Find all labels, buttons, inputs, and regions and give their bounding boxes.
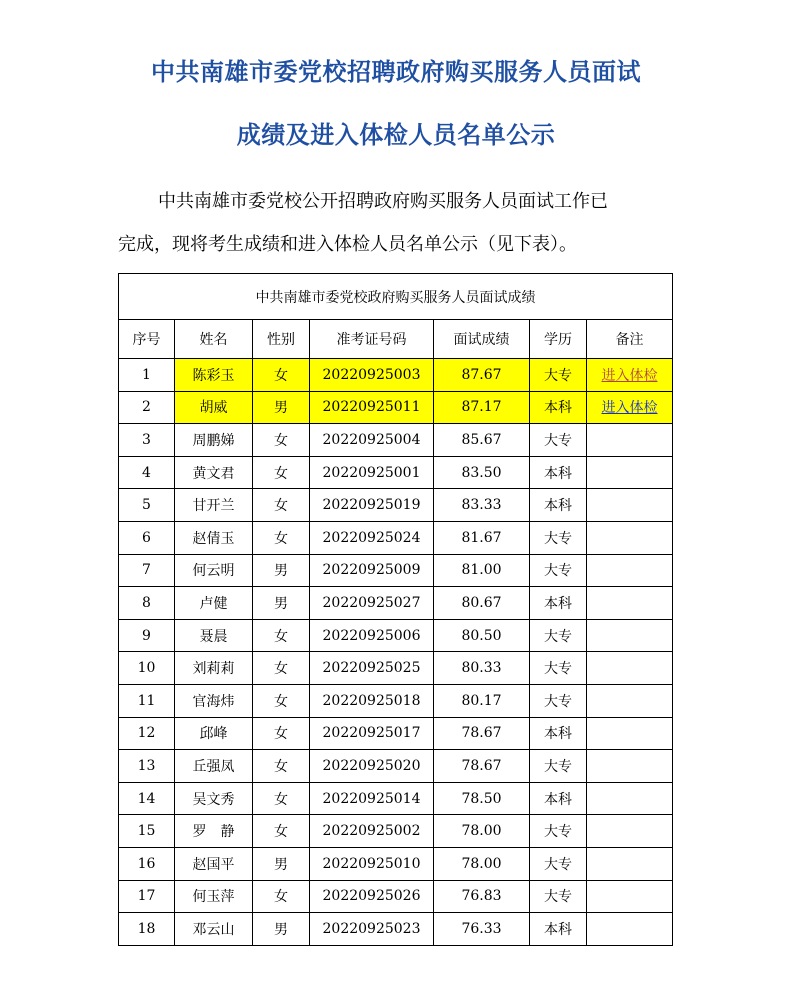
table-row	[119, 554, 673, 587]
row-ticket: 20220925001	[310, 456, 434, 489]
row-name: 官海炜	[175, 684, 253, 717]
row-no: 8	[119, 587, 175, 620]
row-name: 丘强凤	[175, 750, 253, 783]
table-row	[119, 782, 673, 815]
row-gender: 男	[253, 587, 310, 620]
row-gender: 女	[253, 424, 310, 457]
row-score: 81.67	[434, 521, 530, 554]
row-ticket: 20220925004	[310, 424, 434, 457]
header-note: 备注	[587, 320, 673, 359]
row-ticket: 20220925023	[310, 913, 434, 946]
row-ticket: 20220925027	[310, 587, 434, 620]
table-row	[119, 587, 673, 620]
row-note	[587, 913, 673, 946]
document-title-line-1: 中共南雄市委党校招聘政府购买服务人员面试	[151, 58, 641, 86]
row-education: 大专	[530, 359, 587, 392]
row-note	[587, 391, 673, 424]
row-name: 何玉萍	[175, 880, 253, 913]
header-gender: 性别	[253, 320, 310, 359]
row-ticket: 20220925003	[310, 359, 434, 392]
intro-line-2: 完成，现将考生成绩和进入体检人员名单公示（见下表）。	[118, 234, 577, 255]
row-no: 7	[119, 554, 175, 587]
row-education: 本科	[530, 391, 587, 424]
header-no: 序号	[119, 320, 175, 359]
row-gender: 女	[253, 880, 310, 913]
row-name: 邱峰	[175, 717, 253, 750]
header-name: 姓名	[175, 320, 253, 359]
row-name: 陈彩玉	[175, 359, 253, 392]
header-education: 学历	[530, 320, 587, 359]
row-score: 81.00	[434, 554, 530, 587]
intro-line-1: 中共南雄市委党校公开招聘政府购买服务人员面试工作已	[158, 191, 608, 212]
table-row	[119, 619, 673, 652]
table-row	[119, 684, 673, 717]
row-note	[587, 619, 673, 652]
table-row	[119, 750, 673, 783]
row-note	[587, 489, 673, 522]
row-ticket: 20220925020	[310, 750, 434, 783]
table-row	[119, 489, 673, 522]
row-no: 4	[119, 456, 175, 489]
row-no: 3	[119, 424, 175, 457]
row-ticket: 20220925014	[310, 782, 434, 815]
row-education: 大专	[530, 684, 587, 717]
row-score: 87.17	[434, 391, 530, 424]
row-score: 80.33	[434, 652, 530, 685]
row-education: 大专	[530, 619, 587, 652]
row-name: 聂晨	[175, 619, 253, 652]
row-education: 大专	[530, 521, 587, 554]
row-gender: 女	[253, 619, 310, 652]
row-no: 2	[119, 391, 175, 424]
row-score: 83.33	[434, 489, 530, 522]
table-row	[119, 913, 673, 946]
table-caption: 中共南雄市委党校政府购买服务人员面试成绩	[119, 274, 673, 320]
row-note	[587, 717, 673, 750]
row-gender: 女	[253, 750, 310, 783]
row-gender: 女	[253, 815, 310, 848]
row-no: 16	[119, 847, 175, 880]
row-note	[587, 359, 673, 392]
row-score: 85.67	[434, 424, 530, 457]
table-row	[119, 424, 673, 457]
row-score: 76.83	[434, 880, 530, 913]
table-row	[119, 521, 673, 554]
row-education: 大专	[530, 424, 587, 457]
row-gender: 女	[253, 717, 310, 750]
row-score: 78.00	[434, 847, 530, 880]
row-ticket: 20220925024	[310, 521, 434, 554]
document-title-line-2: 成绩及进入体检人员名单公示	[236, 121, 556, 149]
row-education: 大专	[530, 554, 587, 587]
row-score: 83.50	[434, 456, 530, 489]
row-note	[587, 554, 673, 587]
row-score: 80.17	[434, 684, 530, 717]
intro-paragraph	[118, 180, 674, 266]
header-ticket: 准考证号码	[310, 320, 434, 359]
row-name: 赵倩玉	[175, 521, 253, 554]
row-gender: 女	[253, 782, 310, 815]
row-name: 邓云山	[175, 913, 253, 946]
row-gender: 女	[253, 684, 310, 717]
row-ticket: 20220925011	[310, 391, 434, 424]
row-education: 大专	[530, 815, 587, 848]
row-note	[587, 456, 673, 489]
row-gender: 女	[253, 652, 310, 685]
row-no: 14	[119, 782, 175, 815]
row-note	[587, 652, 673, 685]
row-no: 6	[119, 521, 175, 554]
row-name: 胡威	[175, 391, 253, 424]
row-no: 13	[119, 750, 175, 783]
table-row	[119, 359, 673, 392]
row-no: 17	[119, 880, 175, 913]
table-row	[119, 391, 673, 424]
row-education: 大专	[530, 880, 587, 913]
row-gender: 男	[253, 391, 310, 424]
row-name: 刘莉莉	[175, 652, 253, 685]
row-ticket: 20220925019	[310, 489, 434, 522]
row-name: 吴文秀	[175, 782, 253, 815]
row-name: 黄文君	[175, 456, 253, 489]
row-note	[587, 815, 673, 848]
row-gender: 女	[253, 359, 310, 392]
row-education: 本科	[530, 717, 587, 750]
row-name: 甘开兰	[175, 489, 253, 522]
row-name: 卢健	[175, 587, 253, 620]
row-ticket: 20220925025	[310, 652, 434, 685]
table-row	[119, 880, 673, 913]
table-row	[119, 456, 673, 489]
row-score: 78.50	[434, 782, 530, 815]
row-ticket: 20220925009	[310, 554, 434, 587]
row-name: 周鹏娣	[175, 424, 253, 457]
note-link[interactable]: 进入体检	[601, 400, 658, 417]
row-note	[587, 750, 673, 783]
row-note	[587, 587, 673, 620]
row-name: 罗 静	[175, 815, 253, 848]
row-education: 大专	[530, 847, 587, 880]
row-note	[587, 782, 673, 815]
row-gender: 男	[253, 847, 310, 880]
row-education: 本科	[530, 782, 587, 815]
row-note	[587, 880, 673, 913]
row-education: 本科	[530, 456, 587, 489]
row-education: 大专	[530, 652, 587, 685]
row-ticket: 20220925017	[310, 717, 434, 750]
row-score: 80.50	[434, 619, 530, 652]
row-ticket: 20220925010	[310, 847, 434, 880]
note-link[interactable]: 进入体检	[601, 367, 658, 384]
row-score: 87.67	[434, 359, 530, 392]
scores-table	[118, 273, 673, 946]
row-education: 本科	[530, 913, 587, 946]
row-no: 11	[119, 684, 175, 717]
row-score: 80.67	[434, 587, 530, 620]
row-score: 78.00	[434, 815, 530, 848]
row-note	[587, 684, 673, 717]
row-gender: 女	[253, 521, 310, 554]
row-note	[587, 847, 673, 880]
row-no: 5	[119, 489, 175, 522]
row-gender: 女	[253, 456, 310, 489]
row-no: 15	[119, 815, 175, 848]
header-score: 面试成绩	[434, 320, 530, 359]
row-gender: 男	[253, 554, 310, 587]
row-education: 本科	[530, 587, 587, 620]
row-name: 何云明	[175, 554, 253, 587]
row-score: 78.67	[434, 750, 530, 783]
table-row	[119, 717, 673, 750]
row-ticket: 20220925018	[310, 684, 434, 717]
row-ticket: 20220925006	[310, 619, 434, 652]
row-no: 1	[119, 359, 175, 392]
table-row	[119, 847, 673, 880]
row-gender: 女	[253, 489, 310, 522]
row-education: 本科	[530, 489, 587, 522]
row-score: 78.67	[434, 717, 530, 750]
row-no: 12	[119, 717, 175, 750]
row-no: 10	[119, 652, 175, 685]
row-gender: 男	[253, 913, 310, 946]
row-note	[587, 424, 673, 457]
row-note	[587, 521, 673, 554]
row-ticket: 20220925026	[310, 880, 434, 913]
row-ticket: 20220925002	[310, 815, 434, 848]
row-no: 18	[119, 913, 175, 946]
row-no: 9	[119, 619, 175, 652]
row-name: 赵国平	[175, 847, 253, 880]
row-education: 大专	[530, 750, 587, 783]
table-row	[119, 652, 673, 685]
row-score: 76.33	[434, 913, 530, 946]
table-row	[119, 815, 673, 848]
table-header-row	[119, 320, 673, 359]
